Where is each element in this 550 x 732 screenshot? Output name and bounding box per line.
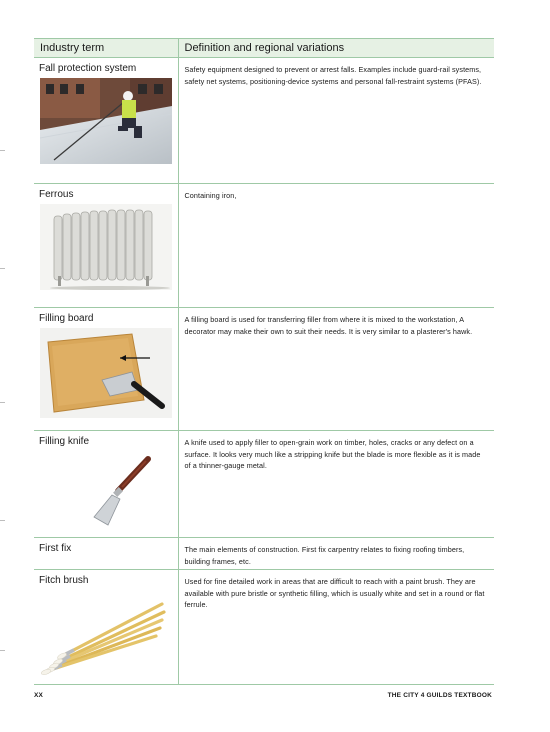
- cast-iron-radiator-photo: [40, 204, 172, 290]
- filling-knife-photo: [40, 451, 172, 531]
- definition-cell: [178, 538, 494, 570]
- header-industry-term: Industry term: [34, 39, 178, 58]
- term-cell: [34, 538, 178, 570]
- table-row: [34, 431, 494, 538]
- definition-cell: [178, 570, 494, 685]
- definition-cell: [178, 308, 494, 431]
- table-header-row: [34, 39, 494, 58]
- filling-board-with-knife-photo: [40, 328, 172, 418]
- definition-text: Containing iron,: [184, 191, 237, 200]
- term-label: Filling knife: [39, 436, 90, 447]
- term-cell: [34, 570, 178, 685]
- definition-text: Used for fine detailed work in areas that are difficult to reach with a paint brush. They are available with pure bristle or synthetic filling, which is usually white and set in a round or flat ferrule.: [184, 577, 485, 609]
- margin-marks: [0, 0, 6, 732]
- term-label: Fitch brush: [39, 575, 89, 586]
- term-label: First fix: [39, 543, 72, 554]
- table-row: [34, 308, 494, 431]
- term-cell: [34, 184, 178, 308]
- term-label: Filling board: [39, 313, 94, 324]
- table-row: [34, 570, 494, 685]
- page-number: XX: [34, 692, 44, 699]
- definition-text: Safety equipment designed to prevent or arrest falls. Examples include guard-rail systems, safety net systems, positioning-device systems and personal fall-restraint systems (PFAS).: [184, 65, 482, 86]
- definition-cell: [178, 431, 494, 538]
- definition-text: The main elements of construction. First fix carpentry relates to fixing roofing timbers, building frames, etc.: [184, 545, 465, 566]
- term-label: Fall protection system: [39, 63, 137, 74]
- term-cell: [34, 58, 178, 184]
- table-row: [34, 184, 494, 308]
- worker-with-safety-harness-photo: [40, 78, 172, 164]
- term-cell: [34, 308, 178, 431]
- term-cell: [34, 431, 178, 538]
- term-label: Ferrous: [39, 189, 74, 200]
- definition-text: A knife used to apply filler to open-grain work on timber, holes, cracks or any defect on a surface. It looks very much like a stripping knife but the blade is more flexible as it is made of a thinner-gauge metal.: [184, 438, 481, 470]
- table-row: [34, 538, 494, 570]
- header-definition: Definition and regional variations: [178, 39, 494, 58]
- table-row: [34, 58, 494, 184]
- definition-text: A filling board is used for transferring filler from where it is mixed to the workstation, A decorator may make their own to suit their needs. It is very similar to a plasterer's hawk.: [184, 315, 473, 336]
- book-title: THE CITY 4 GUILDS TEXTBOOK: [387, 692, 492, 699]
- definition-cell: [178, 184, 494, 308]
- glossary-table: [34, 38, 494, 685]
- fitch-brushes-photo: [40, 590, 172, 676]
- definition-cell: [178, 58, 494, 184]
